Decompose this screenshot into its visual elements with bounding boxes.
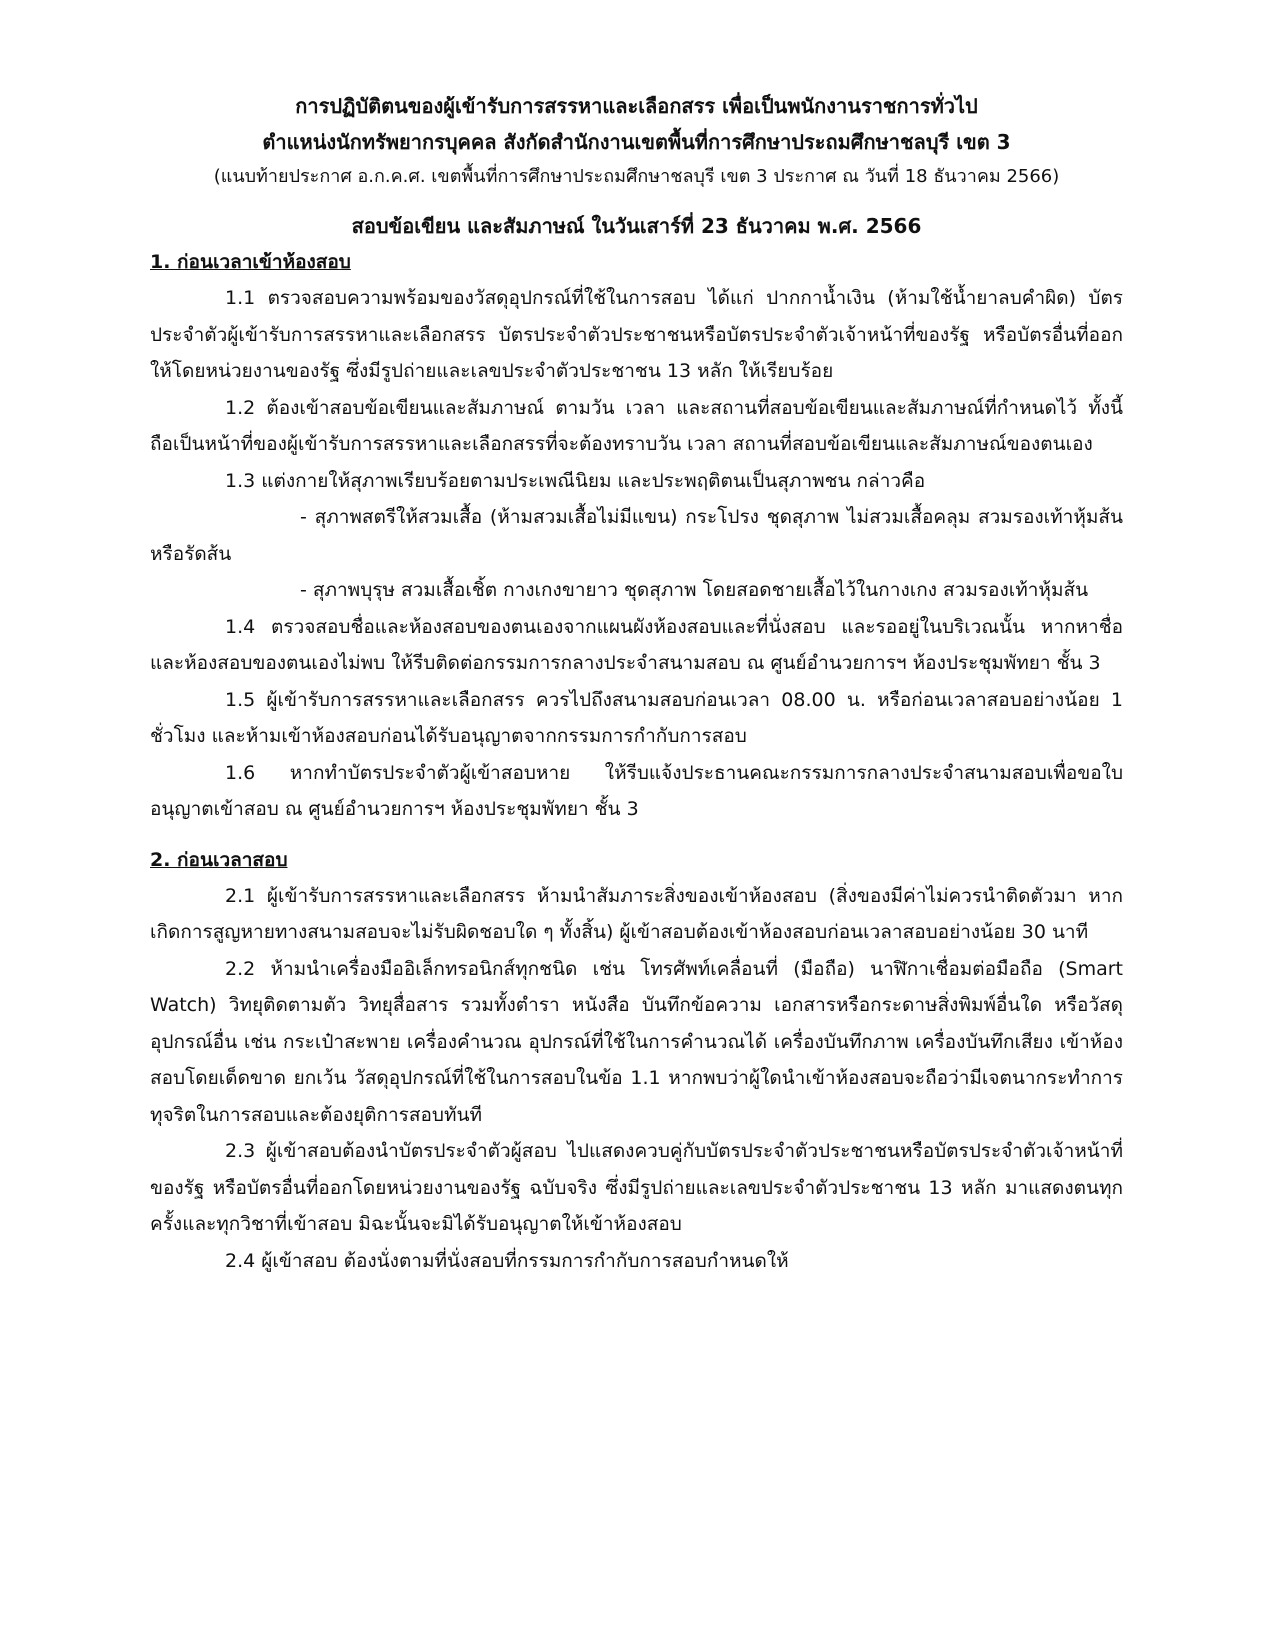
section-2-heading: 2. ก่อนเวลาสอบ — [150, 848, 288, 871]
dress-code-women: - สุภาพสตรีให้สวมเสื้อ (ห้ามสวมเสื้อไม่มีแขน) กระโปรง ชุดสุภาพ ไม่สวมเสื้อคลุม สวมรองเท้าหุ้มส้นหรือรัดส้น — [150, 506, 1123, 565]
paragraph-2-2: 2.2 ห้ามนำเครื่องมืออิเล็กทรอนิกส์ทุกชนิด เช่น โทรศัพท์เคลื่อนที่ (มือถือ) นาฬิกาเชื่อมต่อมือถือ (Smart Watch) วิทยุติดตามตัว วิทยุสื่อสาร รวมทั้งตำรา หนังสือ บันทึกข้อความ เอกสารหรือกระดาษสิ่งพิมพ์อื่นใด หรือวัสดุอุปกรณ์อื่น เช่น กระเป๋าสะพาย เครื่องคำนวณ อุปกรณ์ที่ใช้ในการคำนวณได้ เครื่องบันทึกภาพ เครื่องบันทึกเสียง เข้าห้องสอบโดยเด็ดขาด ยกเว้น วัสดุอุปกรณ์ที่ใช้ในการสอบในข้อ 1.1 หากพบว่าผู้ใดนำเข้าห้องสอบจะถือว่ามีเจตนากระทำการทุจริตในการสอบและต้องยุติการสอบทันที — [150, 957, 1123, 1126]
exam-date-heading: สอบข้อเขียน และสัมภาษณ์ ในวันเสาร์ที่ 23 ธันวาคม พ.ศ. 2566 — [351, 214, 922, 238]
dress-code-men: - สุภาพบุรุษ สวมเสื้อเชิ้ต กางเกงขายาว ชุดสุภาพ โดยสอดชายเสื้อไว้ในกางเกง สวมรองเท้าหุ้มส้น — [300, 579, 1089, 601]
paragraph-1-2: 1.2 ต้องเข้าสอบข้อเขียนและสัมภาษณ์ ตามวัน เวลา และสถานที่สอบข้อเขียนและสัมภาษณ์ที่กำหนดไว้ ทั้งนี้ ถือเป็นหน้าที่ของผู้เข้ารับการสรรหาและเลือกสรรที่จะต้องทราบวัน เวลา สถานที่สอบข้อเขียนและสัมภาษณ์ของตนเอง — [150, 396, 1123, 455]
subtitle: (แนบท้ายประกาศ อ.ก.ค.ศ. เขตพื้นที่การศึกษาประถมศึกษาชลบุรี เขต 3 ประกาศ ณ วันที่ 18 ธันวาคม 2566) — [213, 166, 1060, 187]
paragraph-1-6: 1.6 หากทำบัตรประจำตัวผู้เข้าสอบหาย ให้รีบแจ้งประธานคณะกรรมการกลางประจำสนามสอบเพื่อขอใบอนุญาตเข้าสอบ ณ ศูนย์อำนวยการฯ ห้องประชุมพัทยา ชั้น 3 — [150, 761, 1123, 820]
title-line-1: การปฏิบัติตนของผู้เข้ารับการสรรหาและเลือกสรร เพื่อเป็นพนักงานราชการทั่วไป — [295, 94, 978, 118]
paragraph-1-1: 1.1 ตรวจสอบความพร้อมของวัสดุอุปกรณ์ที่ใช้ในการสอบ ได้แก่ ปากกาน้ำเงิน (ห้ามใช้น้ำยาลบคำผิด) บัตรประจำตัวผู้เข้ารับการสรรหาและเลือกสรร บัตรประจำตัวประชาชนหรือบัตรประจำตัวเจ้าหน้าที่ของรัฐ หรือบัตรอื่นที่ออกให้โดยหน่วยงานของรัฐ ซึ่งมีรูปถ่ายและเลขประจำตัวประชาชน 13 หลัก ให้เรียบร้อย — [150, 287, 1123, 382]
title-line-2: ตำแหน่งนักทรัพยากรบุคคล สังกัดสำนักงานเขตพื้นที่การศึกษาประถมศึกษาชลบุรี เขต 3 — [262, 130, 1011, 154]
paragraph-2-3: 2.3 ผู้เข้าสอบต้องนำบัตรประจำตัวผู้สอบ ไปแสดงควบคู่กับบัตรประจำตัวประชาชนหรือบัตรประจำตัวเจ้าหน้าที่ของรัฐ หรือบัตรอื่นที่ออกโดยหน่วยงานของรัฐ ฉบับจริง ซึ่งมีรูปถ่ายและเลขประจำตัวประชาชน 13 หลัก มาแสดงตนทุกครั้งและทุกวิชาที่เข้าสอบ มิฉะนั้นจะมิได้รับอนุญาตให้เข้าห้องสอบ — [150, 1140, 1123, 1235]
section-1-heading: 1. ก่อนเวลาเข้าห้องสอบ — [150, 251, 351, 273]
paragraph-2-4: 2.4 ผู้เข้าสอบ ต้องนั่งตามที่นั่งสอบที่กรรมการกำกับการสอบกำหนดให้ — [225, 1249, 789, 1272]
paragraph-1-3: 1.3 แต่งกายให้สุภาพเรียบร้อยตามประเพณีนิยม และประพฤติตนเป็นสุภาพชน กล่าวคือ — [225, 469, 926, 492]
paragraph-1-4: 1.4 ตรวจสอบชื่อและห้องสอบของตนเองจากแผนผังห้องสอบและที่นั่งสอบ และรออยู่ในบริเวณนั้น หากหาชื่อและห้องสอบของตนเองไม่พบ ให้รีบติดต่อกรรมการกลางประจำสนามสอบ ณ ศูนย์อำนวยการฯ ห้องประชุมพัทยา ชั้น 3 — [150, 615, 1123, 674]
paragraph-1-5: 1.5 ผู้เข้ารับการสรรหาและเลือกสรร ควรไปถึงสนามสอบก่อนเวลา 08.00 น. หรือก่อนเวลาสอบอย่างน้อย 1 ชั่วโมง และห้ามเข้าห้องสอบก่อนได้รับอนุญาตจากกรรมการกำกับการสอบ — [150, 688, 1123, 747]
paragraph-2-1: 2.1 ผู้เข้ารับการสรรหาและเลือกสรร ห้ามนำสัมภาระสิ่งของเข้าห้องสอบ (สิ่งของมีค่าไม่ควรนำติดตัวมา หากเกิดการสูญหายทางสนามสอบจะไม่รับผิดชอบใด ๆ ทั้งสิ้น) ผู้เข้าสอบต้องเข้าห้องสอบก่อนเวลาสอบอย่างน้อย 30 นาที — [150, 884, 1123, 943]
